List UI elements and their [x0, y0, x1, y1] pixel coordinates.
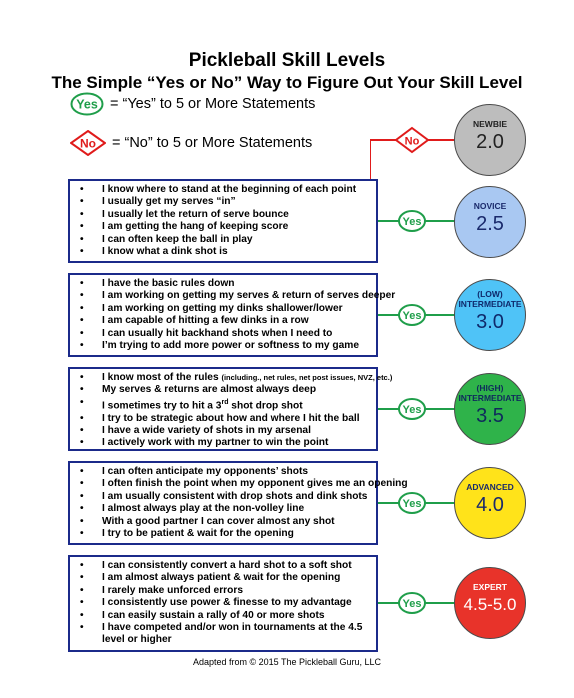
level-circle-low-intermediate: [454, 279, 526, 351]
level-circle-advanced: [454, 467, 526, 539]
statement-item: • I often finish the point when my opponent gives me an opening: [76, 478, 370, 490]
statement-item: • I am capable of hitting a few dinks in a row: [76, 315, 370, 327]
level-circle-expert: [454, 567, 526, 639]
statement-text: I sometimes try to hit a 3: [102, 400, 222, 412]
level-value: 3.0: [476, 311, 504, 333]
level-value: 4.5-5.0: [463, 595, 517, 614]
yes-connector-label: Yes: [402, 310, 422, 322]
statement-item: • I am usually consistent with drop shots and dink shots: [76, 491, 370, 503]
statement-item: • I can consistently convert a hard shot to a soft shot: [76, 560, 370, 572]
level-circle-high-intermediate: [454, 373, 526, 445]
statement-note: (including., net rules, net post issues, NVZ, etc.): [221, 373, 393, 382]
level-value: 2.5: [476, 213, 504, 235]
yes-connector-label: Yes: [402, 598, 422, 610]
statement-item: • I have the basic rules down: [76, 278, 370, 290]
statement-item: • I know what a dink shot is: [76, 246, 370, 258]
statement-item: [76, 372, 393, 384]
level-name: EXPERT: [472, 582, 507, 592]
legend-no-text: = “No” to 5 or More Statements: [112, 135, 313, 151]
statement-item: • I actively work with my partner to win the point: [76, 437, 370, 449]
page-subtitle: The Simple “Yes or No” Way to Figure Out Your Skill Level: [51, 73, 523, 92]
yes-connector-high-intermediate: [378, 396, 456, 422]
statement-box-expert: [68, 555, 378, 652]
yes-connector-label: Yes: [402, 216, 422, 228]
yes-oval-icon: [70, 92, 104, 116]
statement-item: • I can usually hit backhand shots when I need to: [76, 328, 370, 340]
level-circle-newbie: [454, 104, 526, 176]
no-connector-label: No: [404, 135, 420, 148]
yes-connector-advanced: [378, 490, 456, 516]
legend-yes: [70, 92, 315, 116]
level-name: NEWBIE: [473, 119, 507, 129]
legend-yes-text: = “Yes” to 5 or More Statements: [110, 96, 316, 112]
statement-item: • I rarely make unforced errors: [76, 585, 370, 597]
legend-no: [70, 130, 312, 156]
yes-connector-label: Yes: [402, 404, 422, 416]
statement-superscript: rd: [221, 398, 229, 406]
statement-box-advanced: [68, 461, 408, 545]
statement-item: • I have a wide variety of shots in my arsenal: [76, 425, 370, 437]
statement-item: • I usually let the return of serve bounce: [76, 209, 370, 221]
legend-yes-symbol: Yes: [76, 97, 98, 112]
level-value: 3.5: [476, 405, 504, 427]
no-diamond-icon: [70, 130, 106, 156]
level-name: (HIGH) INTERMEDIATE: [458, 383, 522, 403]
statement-item: • With a good partner I can cover almost any shot: [76, 516, 370, 528]
yes-connector-novice: [378, 208, 456, 234]
statement-text-tail: shot drop shot: [228, 400, 303, 412]
statement-item: • I am getting the hang of keeping score: [76, 221, 370, 233]
level-name: ADVANCED: [466, 482, 514, 492]
level-value: 2.0: [476, 131, 504, 153]
statement-item: • I try to be patient & wait for the opening: [76, 528, 370, 540]
statement-item: • I’m trying to add more power or softness to my game: [76, 340, 370, 352]
yes-connector-label: Yes: [402, 498, 422, 510]
statement-box-low-intermediate: [68, 273, 396, 357]
statement-item: • My serves & returns are almost always deep: [76, 384, 370, 396]
statement-item: • I can easily sustain a rally of 40 or more shots: [76, 610, 370, 622]
statement-item: [76, 397, 370, 413]
statement-item: • I am working on getting my dinks shallower/lower: [76, 303, 370, 315]
level-name: (LOW) INTERMEDIATE: [458, 289, 522, 309]
level-name: NOVICE: [473, 201, 507, 211]
statement-box-novice: [68, 179, 378, 263]
statement-item: • I can often anticipate my opponents’ shots: [76, 466, 370, 478]
statement-text: I know most of the rules: [102, 372, 219, 383]
statement-item: • I have competed and/or won in tournaments at the 4.5 level or higher: [76, 622, 370, 647]
statement-item: • I can often keep the ball in play: [76, 234, 370, 246]
statement-item: • I know where to stand at the beginning of each point: [76, 184, 370, 196]
no-connector: [370, 118, 455, 180]
statement-box-high-intermediate: [68, 367, 393, 451]
statement-item: • I try to be strategic about how and where I hit the ball: [76, 413, 370, 425]
page-title: Pickleball Skill Levels: [188, 50, 386, 71]
level-circle-novice: [454, 186, 526, 258]
legend-no-symbol: No: [80, 136, 96, 151]
statement-item: • I consistently use power & finesse to my advantage: [76, 597, 370, 609]
statement-item: • I usually get my serves “in”: [76, 196, 370, 208]
level-value: 4.0: [476, 494, 504, 516]
yes-connector-low-intermediate: [378, 302, 456, 328]
statement-item: • I almost always play at the non-volley line: [76, 503, 370, 515]
yes-connector-expert: [378, 590, 456, 616]
statement-item: • I am working on getting my serves & return of serves deeper: [76, 290, 370, 302]
statement-item: • I am almost always patient & wait for the opening: [76, 572, 370, 584]
footer-credit: Adapted from © 2015 The Pickleball Guru, LLC: [192, 657, 382, 667]
